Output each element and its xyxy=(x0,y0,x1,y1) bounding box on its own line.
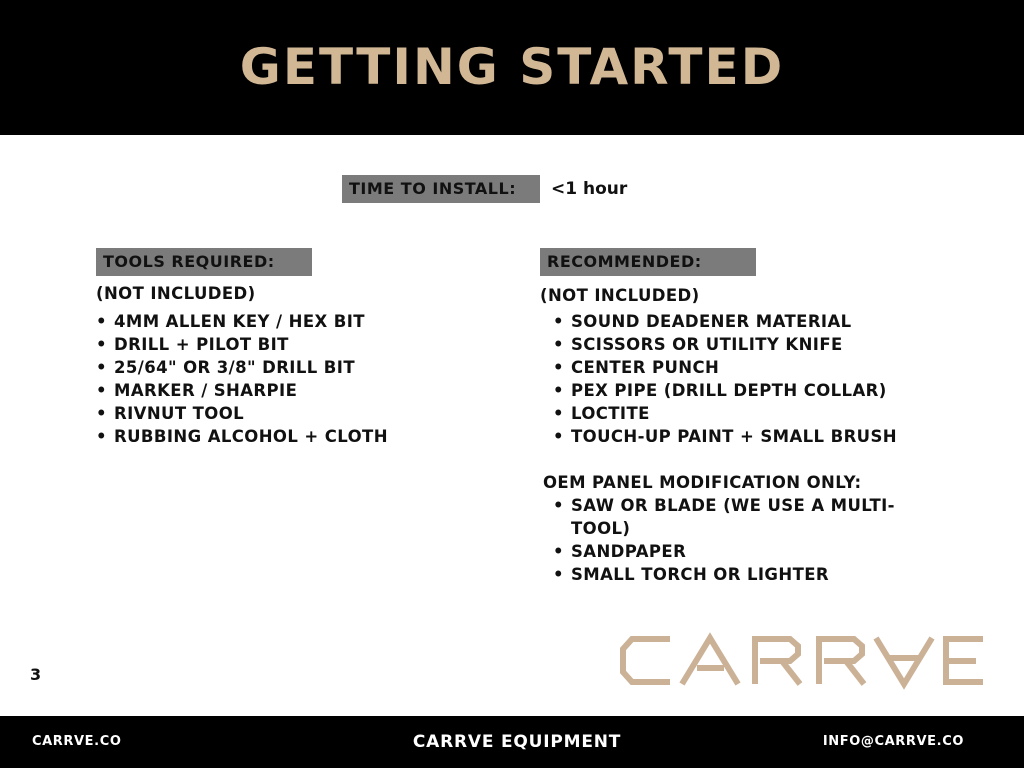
list-item: • 4MM ALLEN KEY / HEX BIT xyxy=(96,310,496,333)
header-bar xyxy=(0,0,1024,135)
recommended-label: RECOMMENDED: xyxy=(540,248,756,276)
list-item: • SCISSORS OR UTILITY KNIFE xyxy=(553,333,953,356)
list-item: • SAW OR BLADE (WE USE A MULTI-TOOL) xyxy=(553,494,933,540)
tools-required-note: (NOT INCLUDED) xyxy=(96,284,256,303)
tools-required-label: TOOLS REQUIRED: xyxy=(96,248,312,276)
list-item: • DRILL + PILOT BIT xyxy=(96,333,496,356)
footer-company-name: CARRVE EQUIPMENT xyxy=(412,732,622,752)
recommended-list xyxy=(553,310,953,448)
list-item: • SANDPAPER xyxy=(553,540,933,563)
page-number: 3 xyxy=(30,665,42,684)
oem-modification-heading: OEM PANEL MODIFICATION ONLY: xyxy=(543,473,862,492)
list-item: • RIVNUT TOOL xyxy=(96,402,496,425)
time-to-install-value: <1 hour xyxy=(551,179,628,199)
list-item: • SOUND DEADENER MATERIAL xyxy=(553,310,953,333)
list-item: • CENTER PUNCH xyxy=(553,356,953,379)
list-item: • RUBBING ALCOHOL + CLOTH xyxy=(96,425,496,448)
recommended-note: (NOT INCLUDED) xyxy=(540,286,700,305)
carrve-logo xyxy=(620,630,986,690)
footer-website-link[interactable]: CARRVE.CO xyxy=(32,734,122,749)
tools-required-list xyxy=(96,310,496,448)
list-item: • TOUCH-UP PAINT + SMALL BRUSH xyxy=(553,425,953,448)
list-item: • SMALL TORCH OR LIGHTER xyxy=(553,563,933,586)
footer-email-link[interactable]: INFO@CARRVE.CO xyxy=(822,734,964,749)
list-item: • 25/64" OR 3/8" DRILL BIT xyxy=(96,356,496,379)
page-title: GETTING STARTED xyxy=(239,38,785,96)
list-item: • PEX PIPE (DRILL DEPTH COLLAR) xyxy=(553,379,953,402)
footer-bar xyxy=(0,716,1024,768)
oem-modification-list xyxy=(553,494,933,586)
list-item: • LOCTITE xyxy=(553,402,953,425)
list-item: • MARKER / SHARPIE xyxy=(96,379,496,402)
time-to-install-label: TIME TO INSTALL: xyxy=(342,175,540,203)
